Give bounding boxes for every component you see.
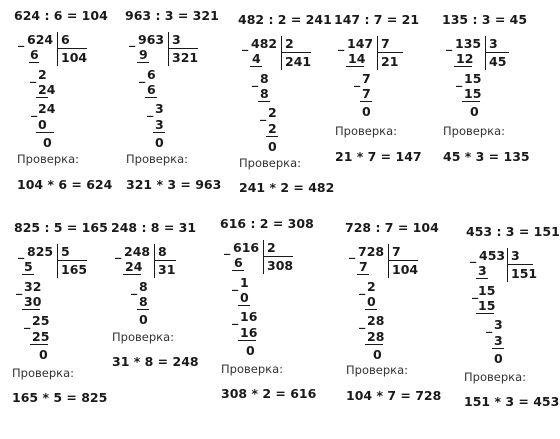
subtraction-line <box>492 348 504 349</box>
partial-remainder: 2 <box>268 105 277 120</box>
remainder: 0 <box>470 104 479 119</box>
problem-5 <box>442 12 560 222</box>
partial-remainder: 2 <box>38 67 47 82</box>
minus-sign: _ <box>147 102 154 117</box>
subtrahend: 0 <box>240 290 249 305</box>
minus-sign: _ <box>359 314 366 329</box>
partial-remainder: 1 <box>240 275 249 290</box>
problem-equation: 616 : 2 = 308 <box>220 216 314 231</box>
divisor: 3 <box>511 248 520 263</box>
partial-remainder: 15 <box>464 71 482 86</box>
quotient: 241 <box>285 54 312 69</box>
long-division <box>220 238 338 356</box>
check-label: Проверка: <box>221 362 284 376</box>
check-label: Проверка: <box>126 152 189 166</box>
dividend: 616 <box>233 240 260 255</box>
subtrahend: 14 <box>348 51 366 66</box>
check-equation: 151 * 3 = 453 <box>464 394 560 409</box>
divisor: 7 <box>381 36 390 51</box>
subtrahend: 8 <box>260 86 269 101</box>
long-division <box>125 30 243 148</box>
minus-sign: _ <box>338 36 345 51</box>
check-equation: 308 * 2 = 616 <box>221 386 317 401</box>
dividend: 135 <box>455 36 482 51</box>
dividend: 624 <box>27 32 54 47</box>
problem-7 <box>111 220 231 430</box>
minus-sign: _ <box>24 314 31 329</box>
minus-sign: _ <box>242 36 249 51</box>
check-label: Проверка: <box>112 330 175 344</box>
check-equation: 45 * 3 = 135 <box>443 149 530 164</box>
check-label: Проверка: <box>12 366 75 380</box>
subtrahend: 2 <box>268 121 277 136</box>
subtrahend: 7 <box>362 86 371 101</box>
subtraction-line <box>232 270 244 271</box>
minus-sign: _ <box>115 244 122 259</box>
subtrahend: 24 <box>125 259 143 274</box>
minus-sign: _ <box>446 36 453 51</box>
subtrahend: 25 <box>32 329 50 344</box>
subtraction-line <box>137 309 149 310</box>
check-label: Проверка: <box>443 124 506 138</box>
minus-sign: _ <box>456 72 463 87</box>
subtraction-line <box>346 66 364 67</box>
minus-sign: _ <box>252 72 259 87</box>
minus-sign: _ <box>16 280 23 295</box>
subtraction-line <box>258 101 270 102</box>
subtraction-line <box>462 101 480 102</box>
subtraction-line <box>238 305 250 306</box>
problem-equation: 825 : 5 = 165 <box>14 220 108 235</box>
minus-sign: _ <box>354 72 361 87</box>
problem-equation: 963 : 3 = 321 <box>125 8 219 23</box>
subtraction-line <box>476 313 494 314</box>
subtraction-line <box>123 274 141 275</box>
subtraction-line <box>36 132 54 133</box>
subtrahend: 15 <box>478 298 496 313</box>
subtraction-line <box>365 344 383 345</box>
remainder: 0 <box>39 347 48 362</box>
divisor: 3 <box>172 32 181 47</box>
subtrahend: 3 <box>478 263 487 278</box>
minus-sign: _ <box>30 68 37 83</box>
problem-equation: 728 : 7 = 104 <box>345 220 439 235</box>
check-label: Проверка: <box>239 156 302 170</box>
quotient: 45 <box>489 54 507 69</box>
partial-remainder: 6 <box>147 67 156 82</box>
dividend: 248 <box>124 244 151 259</box>
subtrahend: 15 <box>464 86 482 101</box>
check-label: Проверка: <box>335 124 398 138</box>
minus-sign: _ <box>232 310 239 325</box>
minus-sign: _ <box>18 244 25 259</box>
partial-remainder: 32 <box>24 279 42 294</box>
subtrahend: 8 <box>139 294 148 309</box>
subtraction-line <box>266 136 278 137</box>
subtraction-line <box>365 309 377 310</box>
subtrahend: 3 <box>494 333 503 348</box>
subtraction-line <box>153 132 165 133</box>
problem-2 <box>125 8 245 218</box>
remainder: 0 <box>43 135 52 150</box>
problem-8 <box>220 216 340 426</box>
dividend: 728 <box>358 244 385 259</box>
quotient: 151 <box>511 266 538 281</box>
subtraction-line <box>360 101 372 102</box>
subtraction-line <box>22 274 34 275</box>
remainder: 0 <box>362 104 371 119</box>
divisor: 8 <box>158 244 167 259</box>
subtrahend: 24 <box>38 82 56 97</box>
partial-remainder: 24 <box>38 101 56 116</box>
problem-equation: 482 : 2 = 241 <box>238 12 332 27</box>
partial-remainder: 28 <box>367 313 385 328</box>
subtrahend: 16 <box>240 325 258 340</box>
partial-remainder: 2 <box>367 279 376 294</box>
check-equation: 321 * 3 = 963 <box>126 177 222 192</box>
partial-remainder: 8 <box>139 279 148 294</box>
quotient: 165 <box>61 262 88 277</box>
quotient: 104 <box>392 262 419 277</box>
subtrahend: 6 <box>234 255 243 270</box>
subtraction-line <box>476 278 488 279</box>
divisor: 2 <box>285 36 294 51</box>
problem-equation: 624 : 6 = 104 <box>14 8 108 23</box>
remainder: 0 <box>139 312 148 327</box>
divisor: 5 <box>61 244 70 259</box>
dividend: 453 <box>479 248 506 263</box>
minus-sign: _ <box>472 284 479 299</box>
partial-remainder: 3 <box>155 101 164 116</box>
minus-sign: _ <box>470 248 477 263</box>
subtrahend: 7 <box>359 259 368 274</box>
minus-sign: _ <box>359 280 366 295</box>
subtraction-line <box>22 309 40 310</box>
minus-sign: _ <box>260 106 267 121</box>
subtrahend: 9 <box>139 47 148 62</box>
divisor: 3 <box>489 36 498 51</box>
partial-remainder: 8 <box>260 71 269 86</box>
problem-1 <box>14 8 134 218</box>
subtraction-line <box>454 66 472 67</box>
subtrahend: 30 <box>24 294 42 309</box>
problem-equation: 248 : 8 = 31 <box>111 220 197 235</box>
minus-sign: _ <box>349 244 356 259</box>
problem-4 <box>334 12 454 222</box>
partial-remainder: 7 <box>362 71 371 86</box>
subtrahend: 6 <box>147 82 156 97</box>
problem-9 <box>345 220 465 430</box>
partial-remainder: 16 <box>240 309 258 324</box>
subtraction-line <box>357 274 369 275</box>
minus-sign: _ <box>129 32 136 47</box>
subtrahend: 28 <box>367 329 385 344</box>
check-equation: 104 * 6 = 624 <box>17 177 113 192</box>
minus-sign: _ <box>139 68 146 83</box>
subtraction-line <box>29 62 39 63</box>
check-equation: 31 * 8 = 248 <box>112 354 199 369</box>
remainder: 0 <box>373 347 382 362</box>
quotient: 21 <box>381 54 399 69</box>
quotient: 104 <box>61 50 88 65</box>
problem-10 <box>466 224 560 434</box>
dividend: 482 <box>251 36 278 51</box>
subtraction-line <box>36 97 48 98</box>
subtrahend: 0 <box>38 117 47 132</box>
remainder: 0 <box>268 139 277 154</box>
minus-sign: _ <box>486 318 493 333</box>
check-equation: 165 * 5 = 825 <box>12 390 108 405</box>
subtraction-line <box>137 62 149 63</box>
partial-remainder: 25 <box>32 313 50 328</box>
subtraction-line <box>30 344 48 345</box>
remainder: 0 <box>155 135 164 150</box>
check-label: Проверка: <box>17 152 80 166</box>
minus-sign: _ <box>31 102 38 117</box>
problem-equation: 147 : 7 = 21 <box>334 12 420 27</box>
dividend: 963 <box>138 32 165 47</box>
divisor: 7 <box>392 244 401 259</box>
check-label: Проверка: <box>346 363 409 377</box>
dividend: 825 <box>27 244 54 259</box>
subtrahend: 4 <box>252 51 261 66</box>
minus-sign: _ <box>18 32 25 47</box>
subtrahend: 12 <box>456 51 474 66</box>
dividend: 147 <box>347 36 374 51</box>
problem-equation: 135 : 3 = 45 <box>442 12 528 27</box>
minus-sign: _ <box>224 240 231 255</box>
long-division <box>345 242 463 360</box>
subtrahend: 3 <box>155 117 164 132</box>
check-equation: 104 * 7 = 728 <box>346 388 442 403</box>
divisor: 2 <box>267 240 276 255</box>
remainder: 0 <box>494 351 503 366</box>
quotient: 308 <box>267 258 294 273</box>
partial-remainder: 3 <box>494 317 503 332</box>
subtrahend: 6 <box>30 47 39 62</box>
subtrahend: 5 <box>24 259 33 274</box>
check-equation: 21 * 7 = 147 <box>335 149 422 164</box>
long-division <box>14 30 132 148</box>
subtraction-line <box>250 66 262 67</box>
long-division <box>466 246 560 364</box>
divisor: 6 <box>61 32 70 47</box>
quotient: 31 <box>158 262 176 277</box>
remainder: 0 <box>246 343 255 358</box>
quotient: 321 <box>172 50 199 65</box>
subtrahend: 0 <box>367 294 376 309</box>
subtraction-line <box>238 340 256 341</box>
minus-sign: _ <box>131 280 138 295</box>
subtraction-line <box>145 97 157 98</box>
partial-remainder: 15 <box>478 283 496 298</box>
problem-equation: 453 : 3 = 151 <box>466 224 560 239</box>
check-label: Проверка: <box>464 370 527 384</box>
minus-sign: _ <box>232 276 239 291</box>
check-equation: 241 * 2 = 482 <box>239 180 335 195</box>
